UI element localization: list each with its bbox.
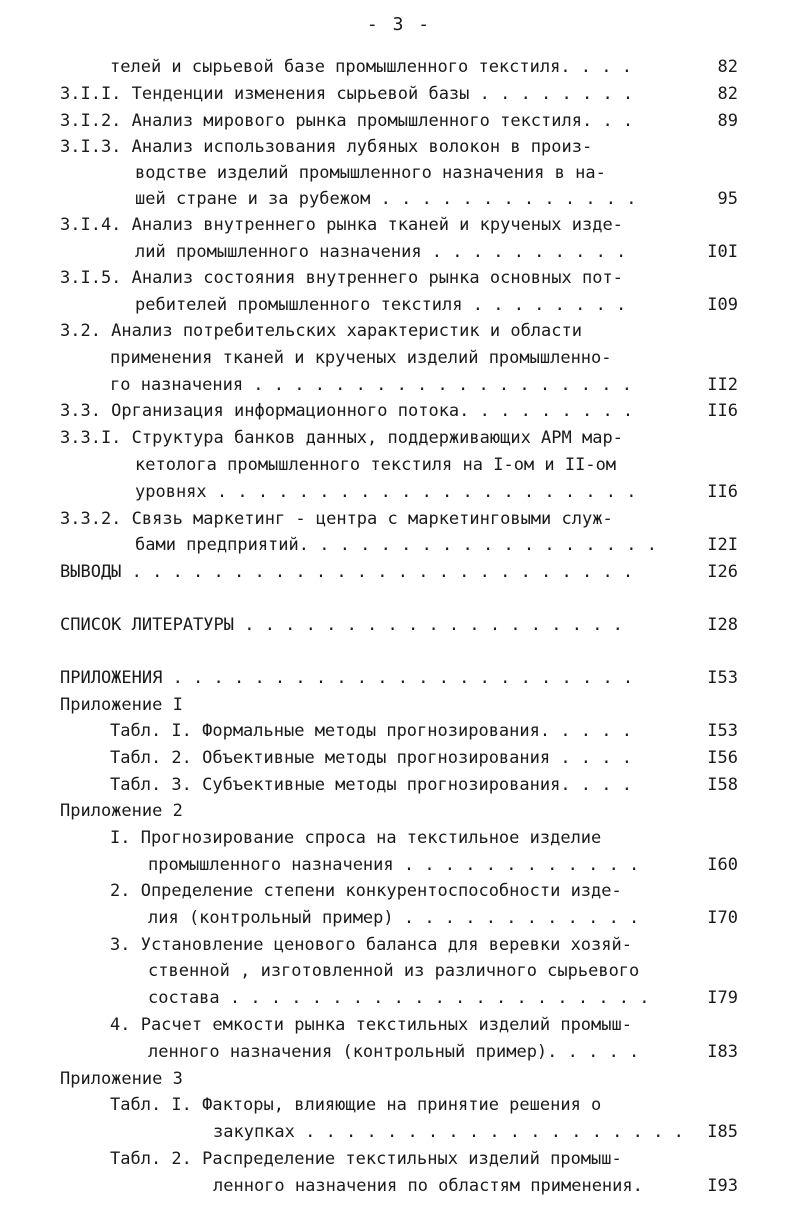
toc-page: I56 [707, 748, 738, 768]
page-number: - 3 - [366, 14, 432, 35]
toc-line: 3.3.2. Связь маркетинг - центра с маркетинговыми служ- [60, 509, 613, 529]
toc-line: ребителей промышленного текстиля . . . . . . . . [135, 295, 627, 315]
toc-line: ПРИЛОЖЕНИЯ . . . . . . . . . . . . . . . . . . . . . . . [60, 668, 634, 688]
toc-line: водстве изделий промышленного назначения в на- [135, 163, 606, 183]
toc-line: ленного назначения (контрольный пример). . . . . [148, 1042, 640, 1062]
toc-page: I70 [707, 908, 738, 928]
toc-line: Приложение I [60, 695, 183, 715]
toc-line: ственной , изготовленной из различного сырьевого [148, 961, 640, 981]
toc-line: 3.I.2. Анализ мирового рынка промышленного текстиля. . . [60, 111, 634, 131]
toc-line: ВЫВОДЫ . . . . . . . . . . . . . . . . . . . . . . . . . [60, 562, 634, 582]
toc-line: закупках . . . . . . . . . . . . . . . . . . . [213, 1122, 684, 1142]
toc-line: шей стране и за рубежом . . . . . . . . . . . . . [135, 189, 637, 209]
toc-line: 4. Расчет емкости рынка текстильных изделий промыш- [110, 1015, 632, 1035]
toc-line: лия (контрольный пример) . . . . . . . . . . . . [148, 908, 640, 928]
toc-line: СПИСОК ЛИТЕРАТУРЫ . . . . . . . . . . . . . . . . . . . [60, 615, 623, 635]
toc-page: I2I [707, 535, 738, 555]
toc-page: 89 [717, 111, 738, 131]
toc-page: I0I [707, 242, 738, 262]
toc-line: 3.I.4. Анализ внутреннего рынка тканей и крученых изде- [60, 215, 623, 235]
toc-page: 95 [717, 189, 738, 209]
toc-page: I26 [707, 562, 738, 582]
toc-page: I85 [707, 1122, 738, 1142]
toc-page: I28 [707, 615, 738, 635]
toc-page: I83 [707, 1042, 738, 1062]
toc-page: I53 [707, 721, 738, 741]
toc-line: Табл. I. Факторы, влияющие на принятие решения о [110, 1095, 602, 1115]
toc-line: го назначения . . . . . . . . . . . . . . . . . . . [110, 375, 632, 395]
toc-line: ленного назначения по областям применения. [213, 1176, 643, 1196]
toc-line: Табл. I. Формальные методы прогнозирования. . . . . [110, 721, 632, 741]
toc-line: телей и сырьевой базе промышленного текстиля. . . . [110, 57, 632, 77]
toc-page: II6 [707, 401, 738, 421]
toc-line: применения тканей и крученых изделий промышленно- [110, 348, 612, 368]
toc-line: лий промышленного назначения . . . . . . . . . . [135, 242, 627, 262]
toc-line: 3.I.I. Тенденции изменения сырьевой базы . . . . . . . . [60, 84, 634, 104]
toc-line: 3.I.5. Анализ состояния внутреннего рынка основных пот- [60, 268, 623, 288]
toc-line: промышленного назначения . . . . . . . . . . . . [148, 855, 640, 875]
toc-page: I79 [707, 988, 738, 1008]
toc-line: 3.I.3. Анализ использования лубяных волокон в произ- [60, 137, 593, 157]
toc-line: Табл. 3. Субъективные методы прогнозирования. . . . [110, 775, 632, 795]
toc-page: 82 [717, 84, 738, 104]
toc-line: 2. Определение степени конкурентоспособности изде- [110, 881, 622, 901]
toc-page: 82 [717, 57, 738, 77]
toc-line: I. Прогнозирование спроса на текстильное изделие [110, 828, 602, 848]
toc-line: 3. Установление ценового баланса для веревки хозяй- [110, 935, 632, 955]
toc-page: I93 [707, 1176, 738, 1196]
toc-page: I53 [707, 668, 738, 688]
toc-line: 3.3.I. Структура банков данных, поддерживающих АРМ мар- [60, 428, 623, 448]
toc-page: II6 [707, 482, 738, 502]
toc-page: I58 [707, 775, 738, 795]
toc-page: II2 [707, 375, 738, 395]
toc-line: уровнях . . . . . . . . . . . . . . . . . . . . . [135, 482, 637, 502]
toc-line: 3.3. Организация информационного потока. . . . . . . . . [60, 401, 634, 421]
toc-line: кетолога промышленного текстиля на I-ом и II-ом [135, 455, 617, 475]
toc-line: бами предприятий. . . . . . . . . . . . . . . . . . [135, 535, 657, 555]
toc-page: I60 [707, 855, 738, 875]
toc-line: Приложение 3 [60, 1069, 183, 1089]
toc-line: Приложение 2 [60, 801, 183, 821]
toc-line: 3.2. Анализ потребительских характеристик и области [60, 321, 582, 341]
toc-line: состава . . . . . . . . . . . . . . . . . . . . . [148, 988, 650, 1008]
toc-line: Табл. 2. Объективные методы прогнозирования . . . . [110, 748, 632, 768]
toc-page: I09 [707, 295, 738, 315]
toc-line: Табл. 2. Распределение текстильных изделий промыш- [110, 1149, 622, 1169]
